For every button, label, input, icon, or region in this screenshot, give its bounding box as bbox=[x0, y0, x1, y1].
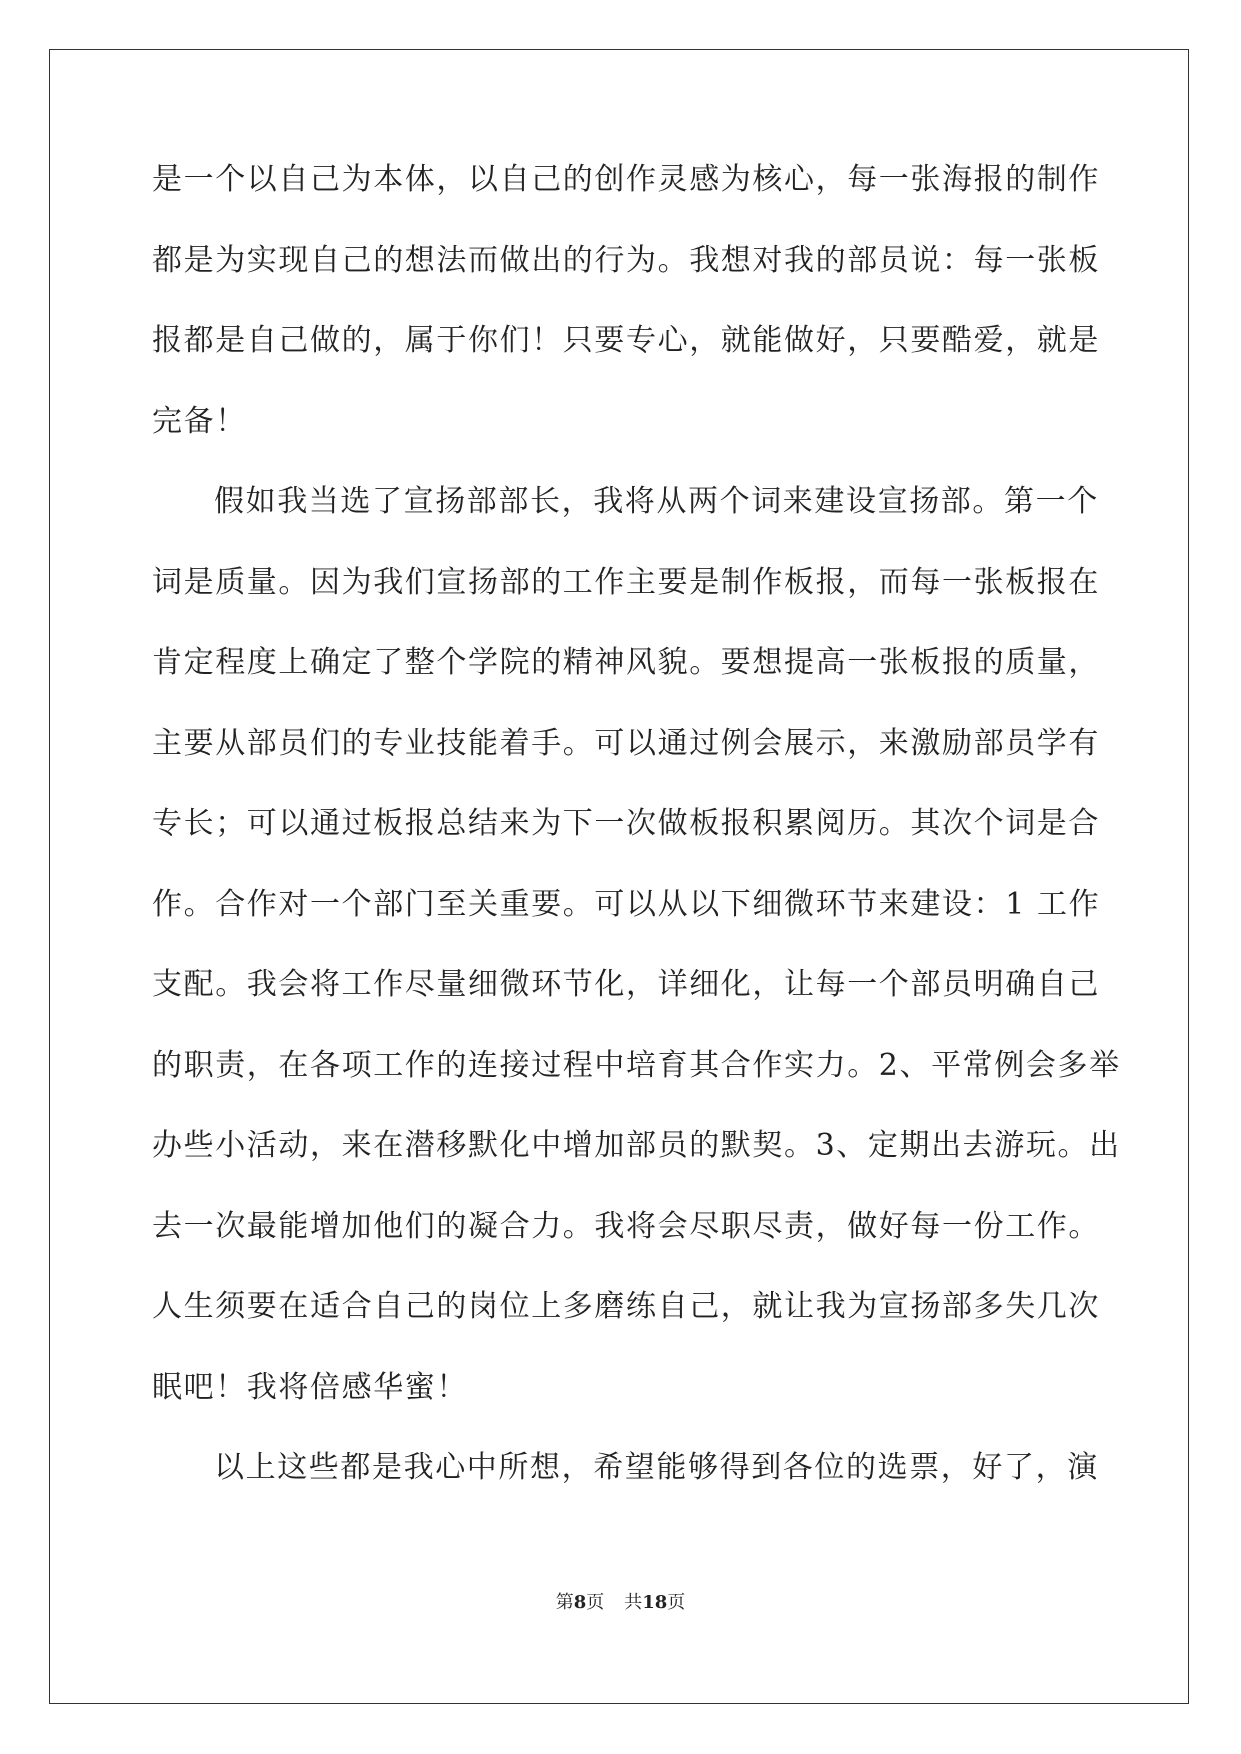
total-suffix: 页 bbox=[667, 1592, 686, 1613]
total-prefix: 共 bbox=[624, 1592, 643, 1613]
text-line-11: 支配。我会将工作尽量细微环节化，详细化，让每一个部员明确自己 bbox=[152, 967, 1100, 1002]
text-line-1: 是一个以自己为本体，以自己的创作灵感为核心，每一张海报的制作 bbox=[152, 162, 1100, 197]
page-prefix: 第 bbox=[555, 1592, 574, 1613]
text-line-14: 去一次最能增加他们的凝合力。我将会尽职尽责，做好每一份工作。 bbox=[152, 1208, 1100, 1244]
page-total: 18 bbox=[642, 1592, 668, 1613]
text-line-17: 以上这些都是我心中所想，希望能够得到各位的选票，好了，演 bbox=[214, 1450, 1099, 1485]
text-line-10: 作。合作对一个部门至关重要。可以从以下细微环节来建设：1 工作 bbox=[152, 886, 1101, 922]
text-line-13: 办些小活动，来在潜移默化中增加部员的默契。3、定期出去游玩。出 bbox=[152, 1128, 1121, 1163]
text-line-15: 人生须要在适合自己的岗位上多磨练自己，就让我为宣扬部多失几次 bbox=[152, 1289, 1100, 1324]
page-suffix: 页 bbox=[586, 1592, 605, 1613]
text-line-12: 的职责，在各项工作的连接过程中培育其合作实力。2、平常例会多举 bbox=[152, 1047, 1121, 1083]
text-line-2: 都是为实现自己的想法而做出的行为。我想对我的部员说：每一张板 bbox=[152, 242, 1100, 278]
text-line-7: 肯定程度上确定了整个学院的精神风貌。要想提高一张板报的质量， bbox=[152, 645, 1100, 680]
text-line-8: 主要从部员们的专业技能着手。可以通过例会展示，来激励部员学有 bbox=[152, 725, 1100, 761]
page-footer bbox=[0, 1588, 1241, 1614]
text-line-16: 眠吧！我将倍感华蜜！ bbox=[152, 1369, 468, 1405]
text-line-6: 词是质量。因为我们宣扬部的工作主要是制作板报，而每一张板报在 bbox=[152, 564, 1100, 600]
text-line-9: 专长；可以通过板报总结来为下一次做板报积累阅历。其次个词是合 bbox=[152, 806, 1100, 841]
page-number: 8 bbox=[573, 1592, 587, 1613]
text-line-4: 完备！ bbox=[152, 403, 247, 439]
document-body bbox=[152, 155, 1121, 1524]
text-line-3: 报都是自己做的，属于你们！只要专心，就能做好，只要酷爱，就是 bbox=[152, 323, 1100, 358]
text-line-5: 假如我当选了宣扬部部长，我将从两个词来建设宣扬部。第一个 bbox=[214, 484, 1099, 519]
